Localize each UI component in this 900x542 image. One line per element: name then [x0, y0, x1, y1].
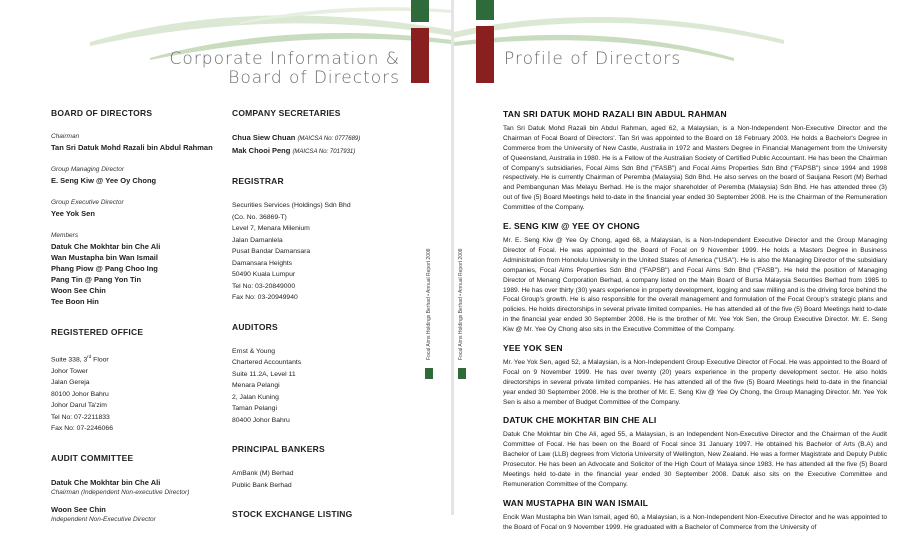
- company-logo-icon: [458, 368, 466, 379]
- auditors-line: Taman Pelangi: [232, 405, 277, 412]
- title-line-1: Corporate Information &: [169, 49, 400, 69]
- company-logo-icon: [425, 368, 433, 379]
- registrar-heading: REGISTRAR: [232, 176, 284, 186]
- accent-bar-green: [411, 0, 429, 22]
- audit-member-role: Chairman (Independent Non-executive Director): [51, 488, 190, 496]
- gmd-name: E. Seng Kiw @ Yee Oy Chong: [51, 176, 157, 185]
- side-caption: Focal Aims Holdings Berhad • Annual Report 2008: [458, 248, 464, 360]
- address-line: 80100 Johor Bahru: [51, 390, 109, 398]
- audit-member-name: Datuk Che Mokhtar bin Che Ali: [51, 477, 161, 487]
- auditors-line: 2, Jalan Kuning: [232, 393, 279, 401]
- member-name: Woon See Chin: [51, 286, 106, 295]
- profile-text: Encik Wan Mustapha bin Wan Ismail, aged 60, a Malaysian, is a Non-Independent Non-Executive Director and he was appointed to the Board of Focal on 9 November 1999. He graduated with a Bachelor of Commerce from the University of: [503, 513, 887, 531]
- auditors-line: Menara Pelangi: [232, 382, 280, 389]
- page-title: [100, 50, 400, 88]
- page-title: Profile of Directors: [504, 49, 682, 69]
- accent-bar-red: [476, 26, 494, 83]
- secretary-entry: Chua Siew Chuan (MAICSA No: 0777689): [232, 133, 361, 142]
- accent-bar-red: [411, 28, 429, 83]
- audit-committee-heading: AUDIT COMMITTEE: [51, 452, 134, 463]
- middle-column: [232, 108, 402, 533]
- tel-line: Tel No: 07-2211833: [51, 413, 110, 421]
- ged-role: Group Executive Director: [51, 199, 124, 206]
- side-caption: Focal Aims Holdings Berhad • Annual Report 2008: [426, 248, 432, 360]
- member-name: Phang Piow @ Pang Choo Ing: [51, 264, 158, 273]
- profile-heading: YEE YOK SEN: [503, 343, 563, 354]
- member-name: Pang Tin @ Pang Yon Tin: [51, 275, 142, 284]
- registrar-line: Tel No: 03-20849000: [232, 282, 296, 290]
- profile-text: Mr. E. Seng Kiw @ Yee Oy Chong, aged 68, a Malaysian, is a Non-Independent Executive Director and the Group Managing Director of Focal. He was appointed to the Board of Focal on 9 November 1999. He holds a Masters Degree in Business Administration from Honolulu University in the United States of America ("USA"). He is also the Managing Director of the subsidiary companies, Focal Aims Properties Sdn Bhd ("FAPSB") and Focal Aims Sdn Bhd ("FASB"). He held the position of Managing Director of Menang Corporation Berhad, a company listed on the Main Board of Bursa Malaysia Securities Berhad from 1985 to 1989. He has over thirty (30) years experience in property development, logging and saw milling and is the driving force behind the Focal Group's growth. He is also responsible for the overall management and formulation of the Focal Group's strategic plans and policies. He holds directorships in several private limited companies. He has attended all of the five (5) Board Meetings held to-date in the financial year ended 30 September 2008. He is the brother of Mr. Yee Yok Sen, the Group Executive Director. Mr. E. Seng Kiw @ Mr. Yee Oy Chong also sits in the Executive Committee of the Company.: [503, 236, 887, 334]
- member-name: Wan Mustapha bin Wan Ismail: [51, 253, 158, 262]
- registrar-line: 50490 Kuala Lumpur: [232, 271, 296, 278]
- auditors-line: Suite 11.2A, Level 11: [232, 370, 296, 378]
- profile-text: Datuk Che Mokhtar bin Che Ali, aged 55, a Malaysian, is an Independent Non-Executive Director and the Chairman of the Audit Committee of Focal. He has been on the Board of Focal since 31 January 1997. He obtained his Bachelor of Arts (B.A) and Bachelor of Law (LLB) degrees from Victoria University of Wellington, New Zealand. He was a former Magistrate and Deputy Public Prosecutor. He has been an Advocate and Solicitor of the High Court of Malaya since 1983. He has attended all the five (5) Board Meetings held to-date in the financial year ended 30 September 2008. Datuk also sits on the Executive Committee and Remuneration Committee of the Company.: [503, 431, 887, 488]
- banker-line: AmBank (M) Berhad: [232, 470, 294, 477]
- right-page: [454, 0, 900, 531]
- address-line: Suite 338, 3rd Floor: [51, 354, 109, 364]
- registered-office-heading: REGISTERED OFFICE: [51, 327, 144, 337]
- profile-text: Mr. Yee Yok Sen, aged 52, a Malaysian, is a Non-Independent Group Executive Director of Focal. He was appointed to the Board of Focal on 9 November 1999. He has over twenty (20) years experience in the property development sector. He also holds directorships in several private limited companies. He has attended all of the five (5) Board Meetings held to-date in the financial year ended 30 September 2008. He is the brother of Mr. E. Seng Kiw @ Yee Oy Chong, the Group Managing Director. Mr. Yee Yok Sen is also a member of Budget Committee of the Company.: [503, 358, 887, 406]
- profile-heading: TAN SRI DATUK MOHD RAZALI BIN ABDUL RAHMAN: [503, 109, 727, 119]
- gmd-role: Group Managing Director: [51, 166, 124, 173]
- auditors-heading: AUDITORS: [232, 321, 278, 332]
- registrar-line: Damansara Heights: [232, 259, 293, 267]
- left-page: [0, 0, 452, 523]
- chairman-role: Chairman: [51, 133, 80, 140]
- profile-text: Tan Sri Datuk Mohd Razali bin Abdul Rahman, aged 62, a Malaysian, is a Non-Independent Non-Executive Director and the Chairman of Focal Board of Directors'. Tan Sri was appointed to the Board on 18 February 2003. He holds a Bachelor's Degree in Commerce from the University of New Castle, Australia in 1972 and Masters Degree in Financial Management from the University of Queensland, Australia in 1980. He is a Fellow of the Australian Society of Certified Public Accountant. He has been the Chairman of Company's subsidiaries, Focal Aims Sdn Bhd ("FASB") and Focal Aims Properties Sdn Bhd ("FAPSB") since 1994 and 1998 respectively. He is currently Chairman of Peremba (Malaysia) Sdn Bhd. He also serves on the board of Saujana Resort (M) Berhad and Pembangunan Mas Melayu Berhad. He is the major shareholder of Peremba (Malaysia) Sdn Bhd. He has attended three (3) out of five (5) Board Meetings held to-date in the financial year ended 30 September 2008. He is the Chairman of the Remuneration Committee of the Company.: [503, 124, 887, 212]
- registrar-line: Securities Services (Holdings) Sdn Bhd: [232, 202, 351, 209]
- ged-name: Yee Yok Sen: [51, 209, 95, 218]
- address-line: Johor Tower: [51, 367, 88, 375]
- auditors-line: Chartered Accountants: [232, 359, 302, 366]
- title-line-2: Board of Directors: [228, 68, 400, 88]
- auditors-line: Ernst & Young: [232, 347, 276, 355]
- audit-member-name: Woon See Chin: [51, 504, 106, 514]
- registrar-line: Pusat Bandar Damansara: [232, 248, 311, 255]
- member-name: Tee Boon Hin: [51, 297, 99, 306]
- auditors-line: 80400 Johor Bahru: [232, 416, 290, 424]
- chairman-name: Tan Sri Datuk Mohd Razali bin Abdul Rahman: [51, 143, 213, 152]
- secretary-entry: Mak Chooi Peng (MAICSA No: 7017931): [232, 146, 356, 155]
- profiles-body: [503, 110, 887, 542]
- left-column: [51, 108, 216, 525]
- registrar-line: Fax No: 03-20949940: [232, 294, 298, 301]
- registrar-line: (Co. No. 36869-T): [232, 213, 287, 221]
- secretaries-heading: COMPANY SECRETARIES: [232, 108, 341, 118]
- bankers-heading: PRINCIPAL BANKERS: [232, 444, 325, 454]
- profile-heading: E. SENG KIW @ YEE OY CHONG: [503, 221, 640, 232]
- banker-line: Public Bank Berhad: [232, 481, 292, 489]
- registrar-line: Jalan Damanlela: [232, 236, 283, 244]
- registrar-line: Level 7, Menara Milenium: [232, 225, 310, 232]
- accent-bar-green: [476, 0, 494, 20]
- members-role: Members: [51, 232, 79, 239]
- profile-heading: DATUK CHE MOKHTAR BIN CHE ALI: [503, 415, 657, 426]
- address-line: Jalan Gereja: [51, 379, 90, 387]
- board-heading: BOARD OF DIRECTORS: [51, 108, 153, 118]
- member-name: Datuk Che Mokhtar bin Che Ali: [51, 242, 161, 251]
- fax-line: Fax No: 07-2246066: [51, 425, 113, 433]
- audit-member-role: Independent Non-Executive Director: [51, 515, 156, 523]
- address-line: Johor Darul Ta'zim: [51, 402, 107, 410]
- stock-exchange-heading: STOCK EXCHANGE LISTING: [232, 509, 353, 519]
- profile-heading: WAN MUSTAPHA BIN WAN ISMAIL: [503, 497, 649, 508]
